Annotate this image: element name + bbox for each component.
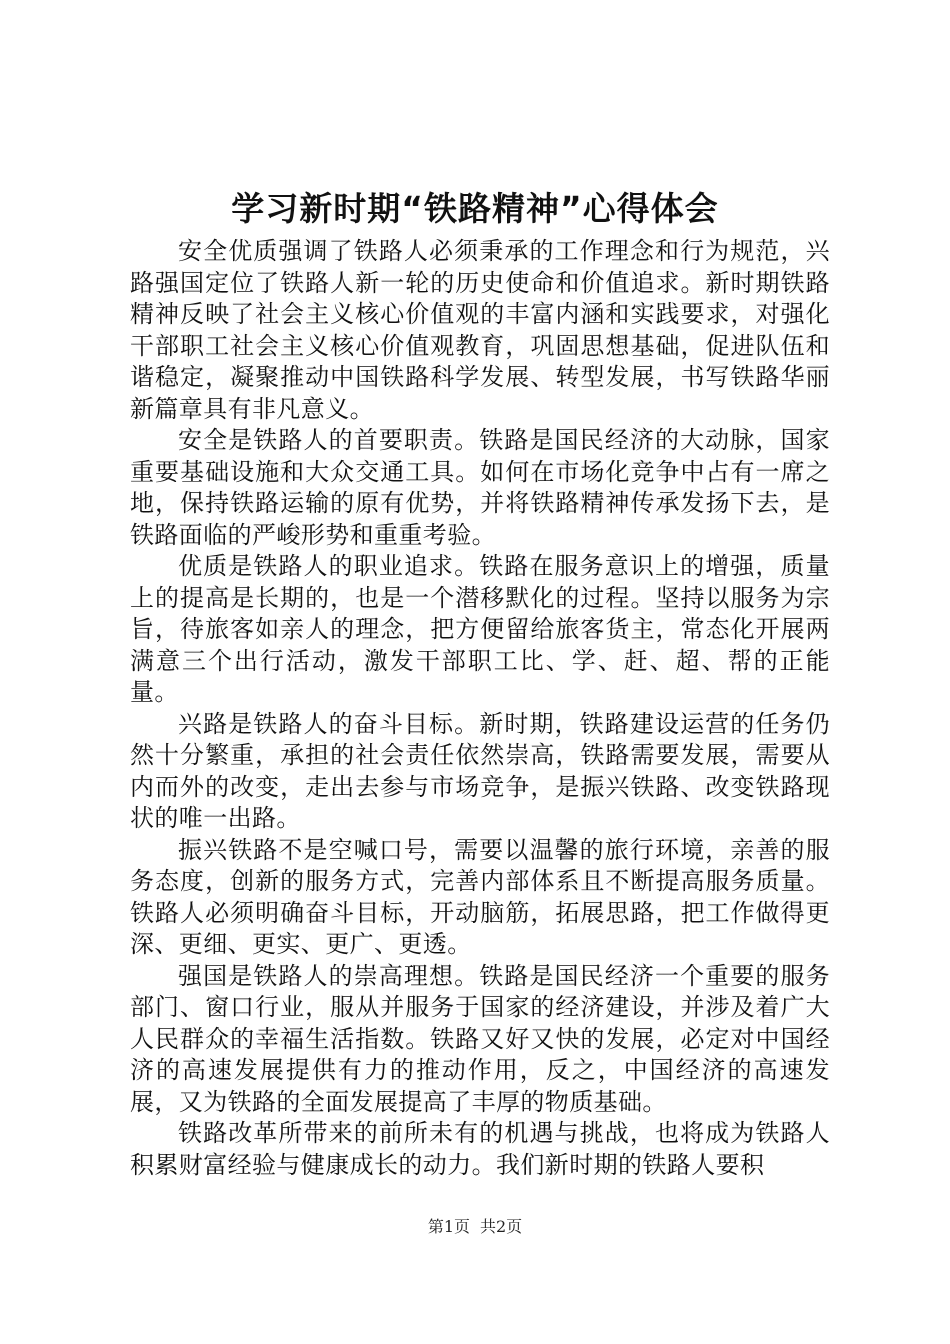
paragraph-6: 强国是铁路人的崇高理想。铁路是国民经济一个重要的服务部门、窗口行业，服从并服务于国家的经济建设，并涉及着广大人民群众的幸福生活指数。铁路又好又快的发展，必定对中国经济的高速发展提供有力的推动作用，反之，中国经济的高速发展，又为铁路的全面发展提高了丰厚的物质基础。	[130, 961, 830, 1116]
paragraph-7: 铁路改革所带来的前所未有的机遇与挑战，也将成为铁路人积累财富经验与健康成长的动力。我们新时期的铁路人要积	[130, 1119, 830, 1179]
paragraph-3: 优质是铁路人的职业追求。铁路在服务意识上的增强，质量上的提高是长期的，也是一个潜移默化的过程。坚持以服务为宗旨，待旅客如亲人的理念，把方便留给旅客货主，常态化开展两满意三个出行活动，激发干部职工比、学、赶、超、帮的正能量。	[130, 552, 830, 706]
paragraph-2: 安全是铁路人的首要职责。铁路是国民经济的大动脉，国家重要基础设施和大众交通工具。如何在市场化竞争中占有一席之地，保持铁路运输的原有优势，并将铁路精神传承发扬下去，是铁路面临的严峻形势和重重考验。	[130, 426, 830, 549]
paragraph-5: 振兴铁路不是空喊口号，需要以温馨的旅行环境，亲善的服务态度，创新的服务方式，完善内部体系且不断提高服务质量。铁路人必须明确奋斗目标，开动脑筋，拓展思路，把工作做得更深、更细、更实、更广、更透。	[130, 835, 830, 958]
page-footer	[0, 1216, 950, 1238]
paragraph-4: 兴路是铁路人的奋斗目标。新时期，铁路建设运营的任务仍然十分繁重，承担的社会责任依然崇高，铁路需要发展，需要从内而外的改变，走出去参与市场竞争，是振兴铁路、改变铁路现状的唯一出路。	[130, 709, 830, 832]
document-title: 学习新时期“铁路精神”心得体会	[231, 189, 719, 228]
document-body	[130, 236, 830, 1181]
page-number: 第1页	[427, 1217, 470, 1236]
paragraph-1: 安全优质强调了铁路人必须秉承的工作理念和行为规范，兴路强国定位了铁路人新一轮的历史使命和价值追求。新时期铁路精神反映了社会主义核心价值观的丰富内涵和实践要求，对强化干部职工社会主义核心价值观教育，巩固思想基础，促进队伍和谐稳定，凝聚推动中国铁路科学发展、转型发展，书写铁路华丽新篇章具有非凡意义。	[130, 237, 830, 423]
page-total: 共2页	[480, 1217, 523, 1236]
